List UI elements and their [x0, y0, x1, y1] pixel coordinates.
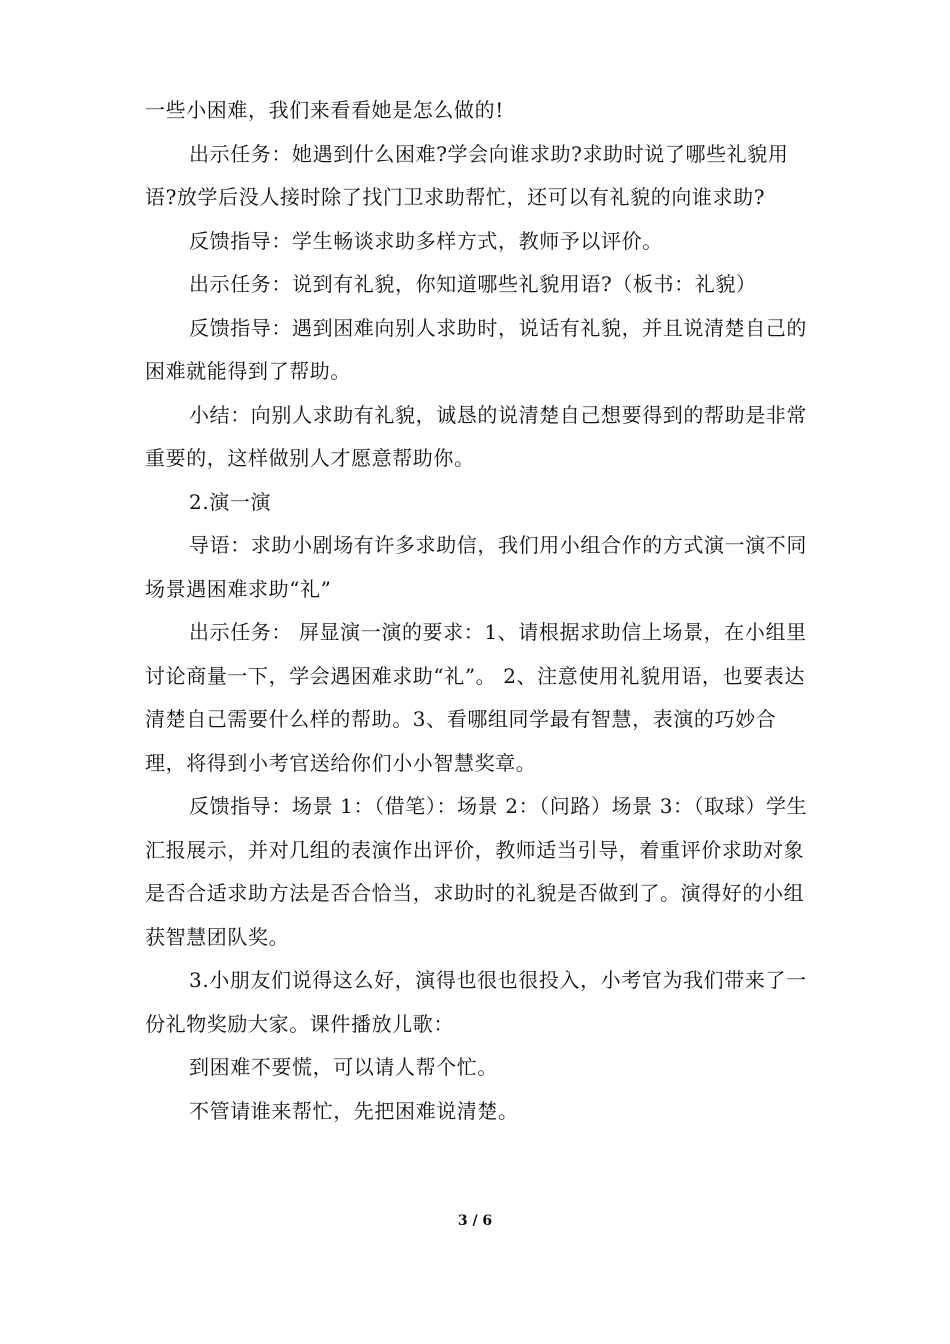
paragraph: 反馈指导：遇到困难向别人求助时，说话有礼貌，并且说清楚自己的困难就能得到了帮助。	[145, 315, 807, 383]
paragraph: 3.小朋友们说得这么好，演得也很也很投入，小考官为我们带来了一份礼物奖励大家。课件播放儿歌：	[145, 968, 807, 1036]
paragraph: 小结：向别人求助有礼貌，诚恳的说清楚自己想要得到的帮助是非常重要的，这样做别人才愿意帮助你。	[145, 402, 807, 470]
song-line: 不管请谁来帮忙，先把困难说清楚。	[189, 1098, 519, 1123]
document-body	[145, 89, 815, 1133]
song-line: 到困难不要慌，可以请人帮个忙。	[189, 1055, 498, 1079]
section-heading: 2.演一演	[189, 489, 272, 514]
page-number: 3 / 6	[457, 1213, 493, 1229]
paragraph: 出示任务：她遇到什么困难?学会向谁求助?求助时说了哪些礼貌用语?放学后没人接时除了找门卫求助帮忙，还可以有礼貌的向谁求助?	[145, 141, 789, 209]
paragraph: 一些小困难，我们来看看她是怎么做的!	[145, 98, 504, 122]
paragraph: 反馈指导：场景 1：（借笔）：场景 2：（问路）场景 3：（取球）学生汇报展示，并对几组的表演作出评价，教师适当引导，着重评价求助对象是否合适求助方法是否合恰当，求助时的礼貌是否做到了。演得好的小组获智慧团队奖。	[145, 794, 808, 949]
paragraph: 反馈指导：学生畅谈求助多样方式，教师予以评价。	[189, 228, 663, 253]
paragraph: 导语：求助小剧场有许多求助信，我们用小组合作的方式演一演不同场景遇困难求助“礼”	[145, 533, 807, 601]
paragraph: 出示任务： 屏显演一演的要求：1、请根据求助信上场景，在小组里讨论商量一下，学会遇困难求助“礼”。 2、注意使用礼貌用语，也要表达清楚自己需要什么样的帮助。3、看哪组同学最有智慧，表演的巧妙合理，将得到小考官送给你们小小智慧奖章。	[145, 620, 807, 775]
paragraph: 出示任务：说到有礼貌，你知道哪些礼貌用语?（板书：礼貌）	[189, 272, 757, 296]
